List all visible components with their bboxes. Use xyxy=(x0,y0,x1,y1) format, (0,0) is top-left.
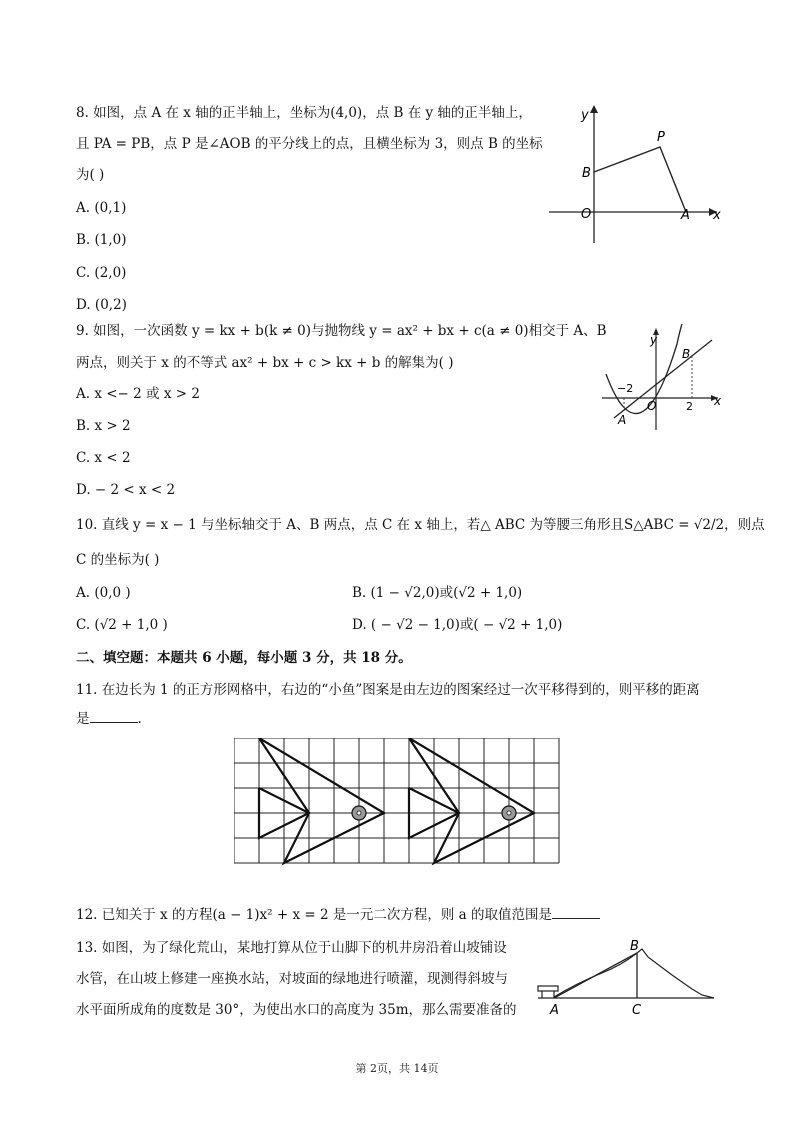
q11-fish-right-pupil xyxy=(507,811,511,815)
q13-slope-ab xyxy=(554,953,637,998)
q11-line2-text: 是 xyxy=(76,711,90,727)
q11-fish-left-pupil xyxy=(357,811,361,815)
q12-answer-blank[interactable] xyxy=(552,906,600,919)
page-footer: 第 2页，共 14页 xyxy=(355,1062,439,1075)
q9-line xyxy=(614,340,712,418)
q13-pump-house-roof xyxy=(538,986,558,991)
q13-line3: 水平面所成角的度数是 30°，为使出水口的高度为 35m，那么需要准备的 xyxy=(76,1002,517,1018)
q8-option-b: B. (1,0) xyxy=(76,232,127,248)
q12-line1-text: 12. 已知关于 x 的方程(a − 1)x² + x = 2 是一元二次方程，则 a 的取值范围是 xyxy=(76,907,552,923)
q8-option-a: A. (0,1) xyxy=(76,200,127,216)
q9-label-y: y xyxy=(650,333,658,347)
q9-label-a: A xyxy=(618,413,627,427)
q10-option-a: A. (0,0 ) xyxy=(76,585,131,601)
q9-option-c: C. x < 2 xyxy=(76,450,131,466)
section2-heading: 二、填空题：本题共 6 小题，每小题 3 分，共 18 分。 xyxy=(76,650,412,666)
q8-label-x: x xyxy=(713,208,721,223)
q12-line1 xyxy=(76,906,600,924)
q8-path-bpa xyxy=(594,147,686,212)
q8-label-p: P xyxy=(657,130,665,145)
q8-label-b: B xyxy=(582,166,591,181)
q9-line1: 9. 如图，一次函数 y = kx + b(k ≠ 0)与抛物线 y = ax² + bx + c(a ≠ 0)相交于 A、B xyxy=(76,323,607,339)
q13-label-b: B xyxy=(630,939,639,954)
q11-answer-blank[interactable] xyxy=(90,710,138,723)
q13-label-c: C xyxy=(632,1003,642,1018)
q10-line1: 10. 直线 y = x − 1 与坐标轴交于 A、B 两点，点 C 在 x 轴上，若△ ABC 为等腰三角形且S△ABC = √2/2，则点 xyxy=(76,517,765,533)
q9-label-2: 2 xyxy=(686,400,693,413)
q13-line2: 水管，在山坡上修建一座换水站，对坡面的绿地进行喷灌，现测得斜坡与 xyxy=(76,971,508,987)
q8-label-o: O xyxy=(581,207,592,222)
q9-parabola xyxy=(606,324,682,414)
q8-figure xyxy=(545,95,730,250)
q8-line3: 为( ) xyxy=(76,167,105,183)
q9-option-a: A. x <− 2 或 x > 2 xyxy=(76,386,200,402)
q9-label-neg2: −2 xyxy=(617,382,634,395)
q11-line2: 是 . xyxy=(76,711,142,727)
q13-figure xyxy=(532,935,722,1025)
q13-line1: 13. 如图，为了绿化荒山，某地打算从位于山脚下的机井房沿着山坡铺设 xyxy=(76,940,507,956)
q8-line2: 且 PA = PB，点 P 是∠AOB 的平分线上的点，且横坐标为 3，则点 B 的坐标 xyxy=(76,136,543,152)
q8-label-a: A xyxy=(681,208,690,223)
q11-figure xyxy=(234,738,564,868)
q8-y-arrow xyxy=(590,105,598,113)
q10-option-d: D. ( − √2 − 1,0)或( − √2 + 1,0) xyxy=(352,617,563,633)
q11-fish-left xyxy=(259,738,384,863)
q9-option-d: D. − 2 < x < 2 xyxy=(76,482,176,498)
q8-line1: 8. 如图，点 A 在 x 轴的正半轴上，坐标为(4,0)，点 B 在 y 轴的正半轴上， xyxy=(76,105,532,121)
q13-label-a: A xyxy=(550,1003,559,1018)
q13-mountain xyxy=(554,949,714,998)
q9-label-x: x xyxy=(714,394,722,408)
q8-option-d: D. (0,2) xyxy=(76,297,127,313)
q8-option-c: C. (2,0) xyxy=(76,265,127,281)
q10-option-b: B. (1 − √2,0)或(√2 + 1,0) xyxy=(352,585,523,601)
q9-line2: 两点，则关于 x 的不等式 ax² + bx + c > kx + b 的解集为( ) xyxy=(76,355,454,371)
q10-option-c: C. (√2 + 1,0 ) xyxy=(76,617,168,633)
q11-fish-right xyxy=(409,738,534,863)
q11-line1: 11. 在边长为 1 的正方形网格中，右边的“小鱼”图案是由左边的图案经过一次平移得到的，则平移的距离 xyxy=(76,682,700,698)
q8-label-y: y xyxy=(581,108,589,123)
q9-option-b: B. x > 2 xyxy=(76,418,131,434)
q10-line2: C 的坐标为( ) xyxy=(76,552,160,568)
q9-label-b: B xyxy=(682,347,691,361)
q9-label-o: O xyxy=(647,399,657,413)
q9-figure xyxy=(600,318,725,436)
